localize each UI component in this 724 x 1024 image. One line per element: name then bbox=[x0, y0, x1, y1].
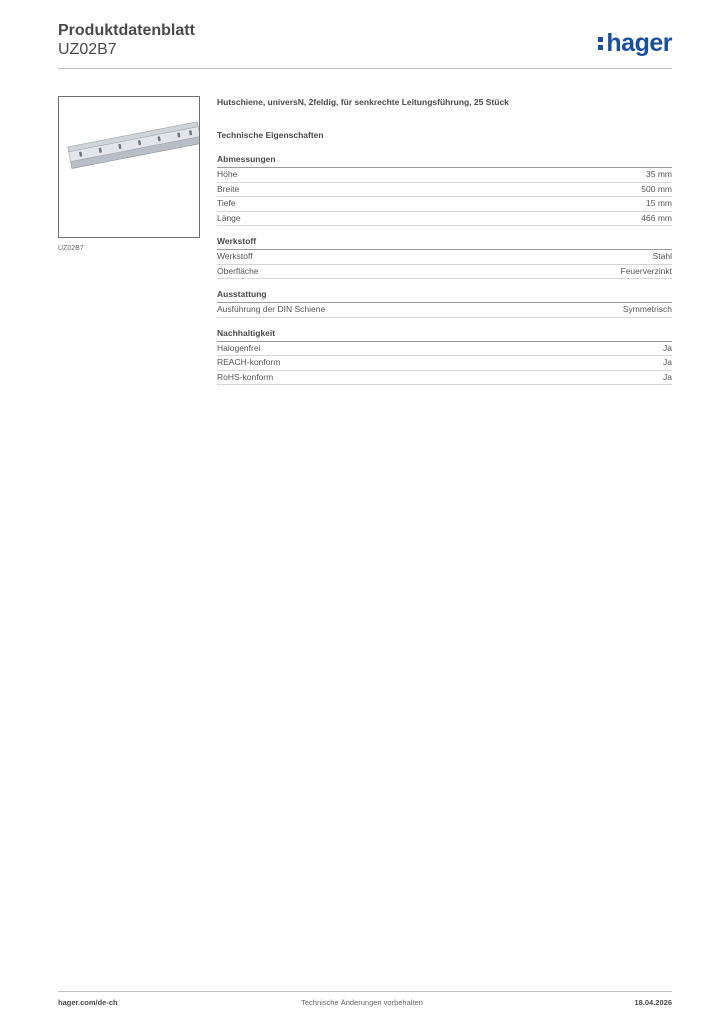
spec-row bbox=[217, 342, 672, 357]
spec-value: Feuerverzinkt bbox=[620, 265, 672, 276]
spec-value: Ja bbox=[663, 342, 672, 353]
section-title: Werkstoff bbox=[217, 236, 672, 250]
spec-value: 500 mm bbox=[641, 183, 672, 194]
header-divider bbox=[58, 68, 672, 69]
footer-notice: Technische Änderungen vorbehalten bbox=[301, 998, 423, 1007]
section-sustainability bbox=[217, 328, 672, 386]
spec-label: RoHS-konform bbox=[217, 371, 274, 382]
logo-dots-icon bbox=[598, 35, 603, 51]
spec-label: Ausführung der DIN Schiene bbox=[217, 304, 326, 314]
spec-row bbox=[217, 265, 672, 280]
image-caption: UZ02B7 bbox=[58, 245, 84, 252]
din-rail-image bbox=[59, 97, 199, 237]
spec-row bbox=[217, 356, 672, 371]
technical-properties-heading: Technische Eigenschaften bbox=[217, 130, 324, 140]
footer-url-link[interactable]: hager.com/de-ch bbox=[58, 998, 118, 1007]
section-title: Ausstattung bbox=[217, 289, 672, 303]
spec-label: Tiefe bbox=[217, 198, 236, 208]
spec-label: Halogenfrei bbox=[217, 342, 261, 353]
spec-value: Stahl bbox=[652, 251, 672, 261]
product-code: UZ02B7 bbox=[58, 41, 117, 58]
spec-value: Ja bbox=[663, 371, 672, 382]
spec-value: 15 mm bbox=[646, 198, 672, 208]
section-material bbox=[217, 236, 672, 279]
document-title: Produktdatenblatt bbox=[58, 22, 195, 39]
spec-row bbox=[217, 371, 672, 386]
section-equipment bbox=[217, 289, 672, 318]
page-header bbox=[58, 20, 672, 70]
hager-logo bbox=[598, 26, 672, 60]
spec-row bbox=[217, 183, 672, 198]
spec-label: Werkstoff bbox=[217, 251, 253, 261]
spec-row bbox=[217, 168, 672, 183]
footer-date: 18.04.2026 bbox=[634, 998, 672, 1007]
section-title: Abmessungen bbox=[217, 154, 672, 168]
product-image bbox=[58, 96, 200, 238]
spec-value: Ja bbox=[663, 357, 672, 367]
spec-label: Breite bbox=[217, 183, 240, 194]
product-description: Hutschiene, universN, 2feldig, für senkrechte Leitungsführung, 25 Stück bbox=[217, 97, 509, 107]
spec-value: Symmetrisch bbox=[622, 304, 672, 314]
footer-divider bbox=[58, 991, 672, 992]
logo-text: hager bbox=[606, 28, 672, 57]
spec-label: Oberfläche bbox=[217, 265, 259, 276]
spec-content bbox=[217, 96, 672, 385]
spec-row bbox=[217, 250, 672, 265]
spec-row bbox=[217, 212, 672, 227]
spec-value: 466 mm bbox=[641, 212, 672, 223]
section-dimensions bbox=[217, 154, 672, 226]
spec-value: 35 mm bbox=[646, 169, 672, 179]
spec-row bbox=[217, 197, 672, 212]
spec-label: REACH-konform bbox=[217, 357, 281, 367]
spec-label: Länge bbox=[217, 212, 241, 223]
spec-row bbox=[217, 303, 672, 318]
section-title: Nachhaltigkeit bbox=[217, 328, 672, 342]
spec-label: Höhe bbox=[217, 169, 238, 179]
